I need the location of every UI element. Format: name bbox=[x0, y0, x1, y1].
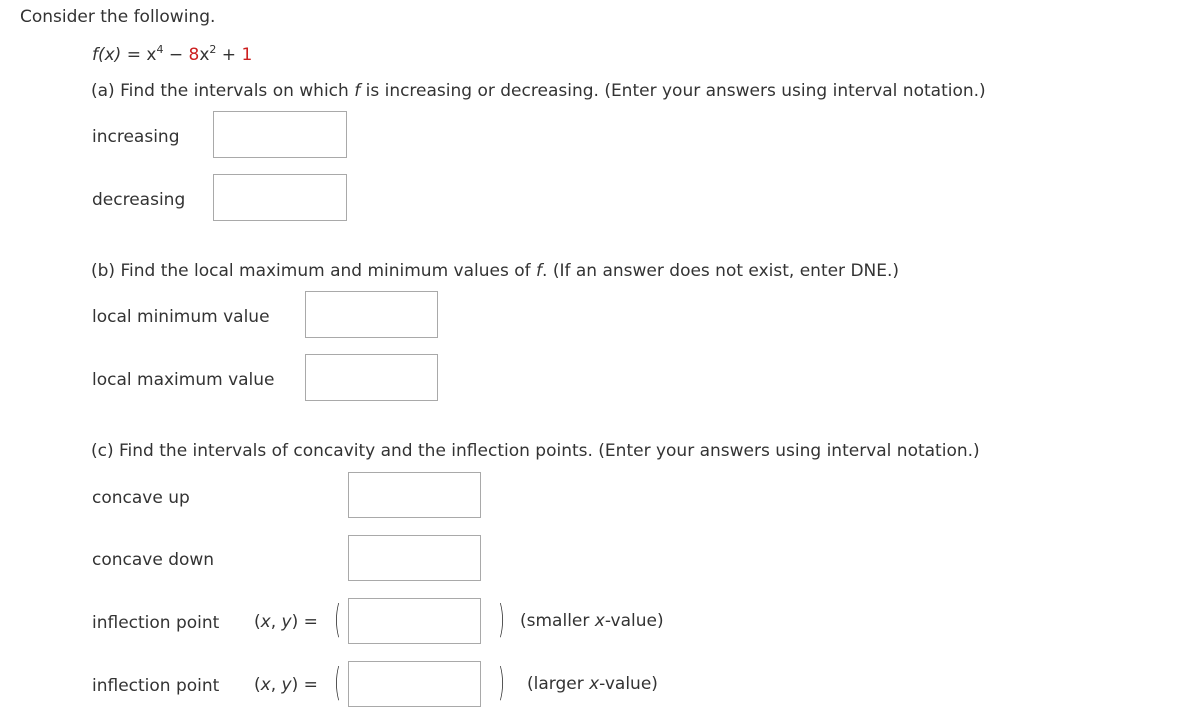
note2-end: -value) bbox=[599, 674, 658, 694]
inflection-point-1-label: inflection point bbox=[92, 613, 220, 633]
xy-x: x bbox=[260, 675, 271, 695]
part-a-prompt bbox=[91, 81, 986, 101]
intro-text: Consider the following. bbox=[20, 7, 216, 27]
part-b-prompt bbox=[91, 261, 899, 281]
close-paren-2: ) bbox=[498, 660, 505, 704]
open-paren-1: ( bbox=[334, 597, 341, 641]
increasing-input[interactable] bbox=[213, 111, 347, 158]
xy-close: ) = bbox=[291, 675, 318, 695]
inflection-note-smaller bbox=[520, 611, 664, 631]
constant-term: 1 bbox=[241, 45, 253, 65]
concave-up-label: concave up bbox=[92, 488, 190, 508]
function-definition bbox=[92, 45, 252, 65]
xy-y: y bbox=[281, 612, 292, 632]
note1-end: -value) bbox=[604, 611, 664, 631]
equals-sign: = bbox=[126, 45, 141, 65]
note1-var: x bbox=[594, 611, 605, 631]
local-maximum-label: local maximum value bbox=[92, 370, 275, 390]
xy-close: ) = bbox=[291, 612, 318, 632]
local-maximum-input[interactable] bbox=[305, 354, 438, 401]
close-paren-1: ) bbox=[498, 597, 505, 641]
term2-coefficient: 8 bbox=[188, 45, 200, 65]
concave-down-input[interactable] bbox=[348, 535, 481, 581]
part-a-prompt-end: is increasing or decreasing. (Enter your answers using interval notation.) bbox=[360, 81, 986, 101]
part-a-prompt-start: (a) Find the intervals on which bbox=[91, 81, 355, 101]
part-a-prompt-var: f bbox=[354, 81, 361, 101]
xy-sep: , bbox=[270, 612, 282, 632]
open-paren-2: ( bbox=[334, 660, 341, 704]
note2-start: (larger bbox=[527, 674, 590, 694]
xy-open-paren: ( bbox=[254, 675, 261, 695]
part-c-prompt: (c) Find the intervals of concavity and the inflection points. (Enter your answers using interval notation.) bbox=[91, 441, 980, 461]
concave-down-label: concave down bbox=[92, 550, 215, 570]
function-lhs: f(x) bbox=[92, 45, 122, 65]
xy-x: x bbox=[260, 612, 271, 632]
xy-y: y bbox=[281, 675, 292, 695]
local-minimum-input[interactable] bbox=[305, 291, 438, 338]
term1-base: x bbox=[146, 45, 157, 65]
concave-up-input[interactable] bbox=[348, 472, 481, 518]
note2-var: x bbox=[589, 674, 600, 694]
increasing-label: increasing bbox=[92, 127, 180, 147]
minus-sign: − bbox=[168, 45, 184, 65]
local-minimum-label: local minimum value bbox=[92, 307, 270, 327]
inflection-point-1-input[interactable] bbox=[348, 598, 481, 644]
xy-sep: , bbox=[270, 675, 282, 695]
xy-equals-1 bbox=[254, 612, 318, 632]
xy-equals-2 bbox=[254, 675, 318, 695]
note1-start: (smaller bbox=[520, 611, 595, 631]
inflection-point-2-label: inflection point bbox=[92, 676, 220, 696]
term1-exponent: 4 bbox=[156, 43, 164, 56]
plus-sign: + bbox=[221, 45, 237, 65]
term2-base: x bbox=[199, 45, 210, 65]
part-b-prompt-end: . (If an answer does not exist, enter DNE.) bbox=[542, 261, 900, 281]
inflection-note-larger bbox=[527, 674, 658, 694]
inflection-point-2-input[interactable] bbox=[348, 661, 481, 707]
xy-open-paren: ( bbox=[254, 612, 261, 632]
part-b-prompt-start: (b) Find the local maximum and minimum values of bbox=[91, 261, 537, 281]
decreasing-input[interactable] bbox=[213, 174, 347, 221]
part-b-prompt-var: f bbox=[536, 261, 543, 281]
term2-exponent: 2 bbox=[209, 43, 217, 56]
decreasing-label: decreasing bbox=[92, 190, 186, 210]
